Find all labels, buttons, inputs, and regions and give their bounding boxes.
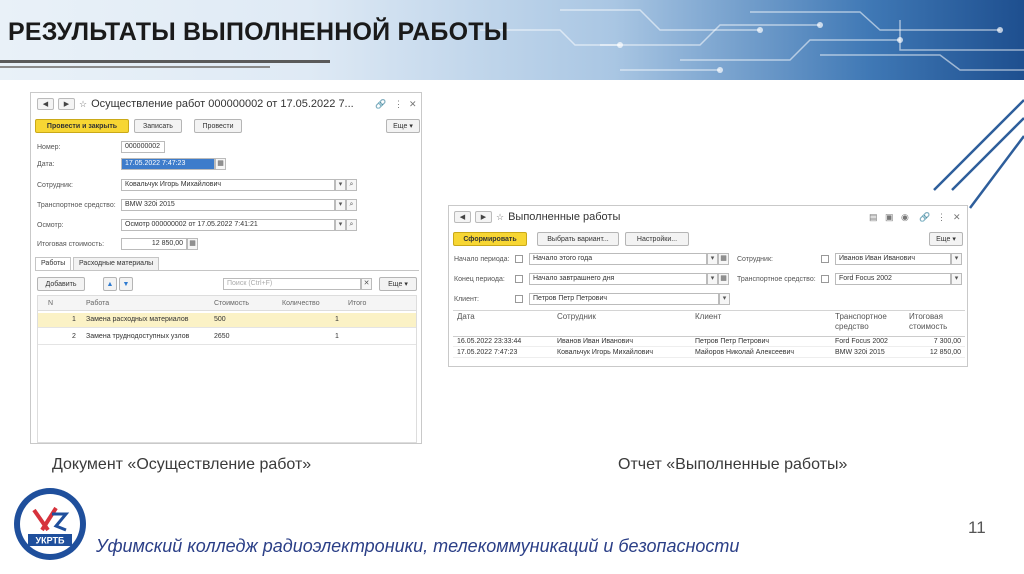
add-button[interactable]: Добавить bbox=[37, 277, 85, 291]
back-button[interactable]: ◀ bbox=[37, 98, 54, 110]
move-down-icon[interactable]: ▼ bbox=[119, 277, 133, 291]
employee-field[interactable]: Ковальчук Игорь Михайлович bbox=[121, 179, 335, 191]
select-variant-button[interactable]: Выбрать вариант... bbox=[537, 232, 619, 246]
save-icon[interactable]: ▤ bbox=[869, 212, 878, 222]
vehicle-field[interactable]: BMW 320i 2015 bbox=[121, 199, 335, 211]
dropdown-icon[interactable]: ▾ bbox=[335, 219, 346, 231]
open-icon[interactable]: ⌕ bbox=[346, 219, 357, 231]
print-icon[interactable]: ▣ bbox=[885, 212, 894, 222]
more-vertical-icon[interactable]: ⋮ bbox=[937, 212, 946, 222]
college-logo bbox=[12, 486, 88, 562]
report-window bbox=[448, 205, 968, 367]
close-icon[interactable]: ✕ bbox=[409, 99, 417, 109]
star-icon[interactable]: ☆ bbox=[496, 211, 505, 222]
clear-search-icon[interactable]: ✕ bbox=[361, 278, 372, 290]
col-total: Итого bbox=[348, 300, 367, 307]
document-window-title: Осуществление работ 000000002 от 17.05.2022 7... bbox=[91, 98, 354, 110]
tab-works[interactable]: Работы bbox=[35, 257, 71, 270]
table-row[interactable]: 1 Замена расходных материалов 500 1 bbox=[38, 313, 416, 328]
inspection-label: Осмотр: bbox=[37, 222, 64, 229]
open-icon[interactable]: ⌕ bbox=[346, 199, 357, 211]
employee-filter-field[interactable]: Иванов Иван Иванович bbox=[835, 253, 951, 265]
end-period-field[interactable]: Начало завтрашнего дня bbox=[529, 273, 707, 285]
document-window bbox=[30, 92, 422, 444]
star-icon[interactable]: ☆ bbox=[79, 98, 88, 109]
calendar-icon[interactable]: ▦ bbox=[718, 253, 729, 265]
open-icon[interactable]: ⌕ bbox=[346, 179, 357, 191]
total-field[interactable]: 12 850,00 bbox=[121, 238, 187, 250]
client-label: Клиент: bbox=[454, 296, 479, 303]
back-button[interactable]: ◀ bbox=[454, 211, 471, 223]
page-number: 11 bbox=[968, 518, 986, 537]
save-button[interactable]: Записать bbox=[134, 119, 182, 133]
dropdown-icon[interactable]: ▾ bbox=[719, 293, 730, 305]
close-icon[interactable]: ✕ bbox=[953, 212, 961, 222]
post-and-close-button[interactable]: Провести и закрыть bbox=[35, 119, 129, 133]
start-period-field[interactable]: Начало этого года bbox=[529, 253, 707, 265]
link-icon[interactable]: 🔗 bbox=[375, 99, 387, 109]
vehicle-filter-checkbox[interactable] bbox=[821, 275, 829, 283]
logo-text: УКРТБ bbox=[35, 535, 65, 546]
table-header bbox=[38, 296, 416, 311]
col-work: Работа bbox=[86, 300, 110, 307]
forward-button[interactable]: ▶ bbox=[475, 211, 492, 223]
report-divider bbox=[453, 310, 965, 311]
dropdown-icon[interactable]: ▾ bbox=[951, 253, 962, 265]
post-button[interactable]: Провести bbox=[194, 119, 242, 133]
col-cost: Стоимость bbox=[214, 300, 250, 307]
link-icon[interactable]: 🔗 bbox=[919, 212, 931, 222]
vehicle-filter-label: Транспортное средство: bbox=[737, 276, 816, 283]
employee-filter-checkbox[interactable] bbox=[821, 255, 829, 263]
more-button[interactable]: Еще ▾ bbox=[929, 232, 963, 246]
report-col-total: Итоговая стоимость bbox=[909, 312, 948, 331]
table-row[interactable]: 2 Замена труднодоступных узлов 2650 1 bbox=[38, 330, 416, 345]
col-n: N bbox=[48, 300, 54, 307]
report-col-client: Клиент bbox=[695, 312, 722, 321]
forward-button[interactable]: ▶ bbox=[58, 98, 75, 110]
total-label: Итоговая стоимость: bbox=[37, 241, 105, 248]
end-period-label: Конец периода: bbox=[454, 276, 505, 283]
number-label: Номер: bbox=[37, 144, 61, 151]
move-up-icon[interactable]: ▲ bbox=[103, 277, 117, 291]
preview-icon[interactable]: ◉ bbox=[901, 212, 909, 222]
calculator-icon[interactable]: ▦ bbox=[187, 238, 198, 250]
more-button-2[interactable]: Еще ▾ bbox=[379, 277, 417, 291]
start-period-checkbox[interactable] bbox=[515, 255, 523, 263]
client-field[interactable]: Петров Петр Петрович bbox=[529, 293, 719, 305]
date-field[interactable]: 17.05.2022 7:47:23 bbox=[121, 158, 215, 170]
footer-college-name: Уфимский колледж радиоэлектроники, телекоммуникаций и безопасности bbox=[96, 536, 740, 556]
slide-title: РЕЗУЛЬТАТЫ ВЫПОЛНЕННОЙ РАБОТЫ bbox=[8, 18, 509, 46]
dropdown-icon[interactable]: ▾ bbox=[707, 253, 718, 265]
settings-button[interactable]: Настройки... bbox=[625, 232, 689, 246]
search-input[interactable]: Поиск (Ctrl+F) bbox=[223, 278, 361, 290]
start-period-label: Начало периода: bbox=[454, 256, 510, 263]
employee-label: Сотрудник: bbox=[37, 182, 73, 189]
end-period-checkbox[interactable] bbox=[515, 275, 523, 283]
tab-divider bbox=[35, 270, 419, 271]
caption-report: Отчет «Выполненные работы» bbox=[618, 456, 848, 473]
title-underline-2 bbox=[0, 66, 270, 68]
title-underline bbox=[0, 60, 330, 63]
dropdown-icon[interactable]: ▾ bbox=[335, 179, 346, 191]
caption-document: Документ «Осуществление работ» bbox=[52, 456, 312, 473]
date-label: Дата: bbox=[37, 161, 55, 168]
more-button[interactable]: Еще ▾ bbox=[386, 119, 420, 133]
generate-button[interactable]: Сформировать bbox=[453, 232, 527, 246]
works-table bbox=[37, 295, 417, 443]
calendar-icon[interactable]: ▦ bbox=[215, 158, 226, 170]
client-checkbox[interactable] bbox=[515, 295, 523, 303]
dropdown-icon[interactable]: ▾ bbox=[951, 273, 962, 285]
report-col-employee: Сотрудник bbox=[557, 312, 596, 321]
report-col-vehicle: Транспортное средство bbox=[835, 312, 887, 331]
vehicle-filter-field[interactable]: Ford Focus 2002 bbox=[835, 273, 951, 285]
report-col-date: Дата bbox=[457, 312, 475, 321]
dropdown-icon[interactable]: ▾ bbox=[335, 199, 346, 211]
inspection-field[interactable]: Осмотр 000000002 от 17.05.2022 7:41:21 bbox=[121, 219, 335, 231]
dropdown-icon[interactable]: ▾ bbox=[707, 273, 718, 285]
vehicle-label: Транспортное средство: bbox=[37, 202, 116, 209]
tab-materials[interactable]: Расходные материалы bbox=[73, 257, 159, 270]
more-vertical-icon[interactable]: ⋮ bbox=[394, 99, 403, 109]
col-qty: Количество bbox=[282, 300, 320, 307]
calendar-icon[interactable]: ▦ bbox=[718, 273, 729, 285]
employee-filter-label: Сотрудник: bbox=[737, 256, 773, 263]
report-window-title: Выполненные работы bbox=[508, 211, 621, 223]
number-field[interactable]: 000000002 bbox=[121, 141, 165, 153]
report-row[interactable]: 16.05.2022 23:33:44 Иванов Иван Иванович Петров Петр Петрович Ford Focus 2002 7 300,00 bbox=[453, 337, 965, 347]
slide-header bbox=[0, 0, 1024, 80]
report-row[interactable]: 17.05.2022 7:47:23 Ковальчук Игорь Михайлович Майоров Николай Алексеевич BMW 320i 2015 12 850,00 bbox=[453, 348, 965, 358]
